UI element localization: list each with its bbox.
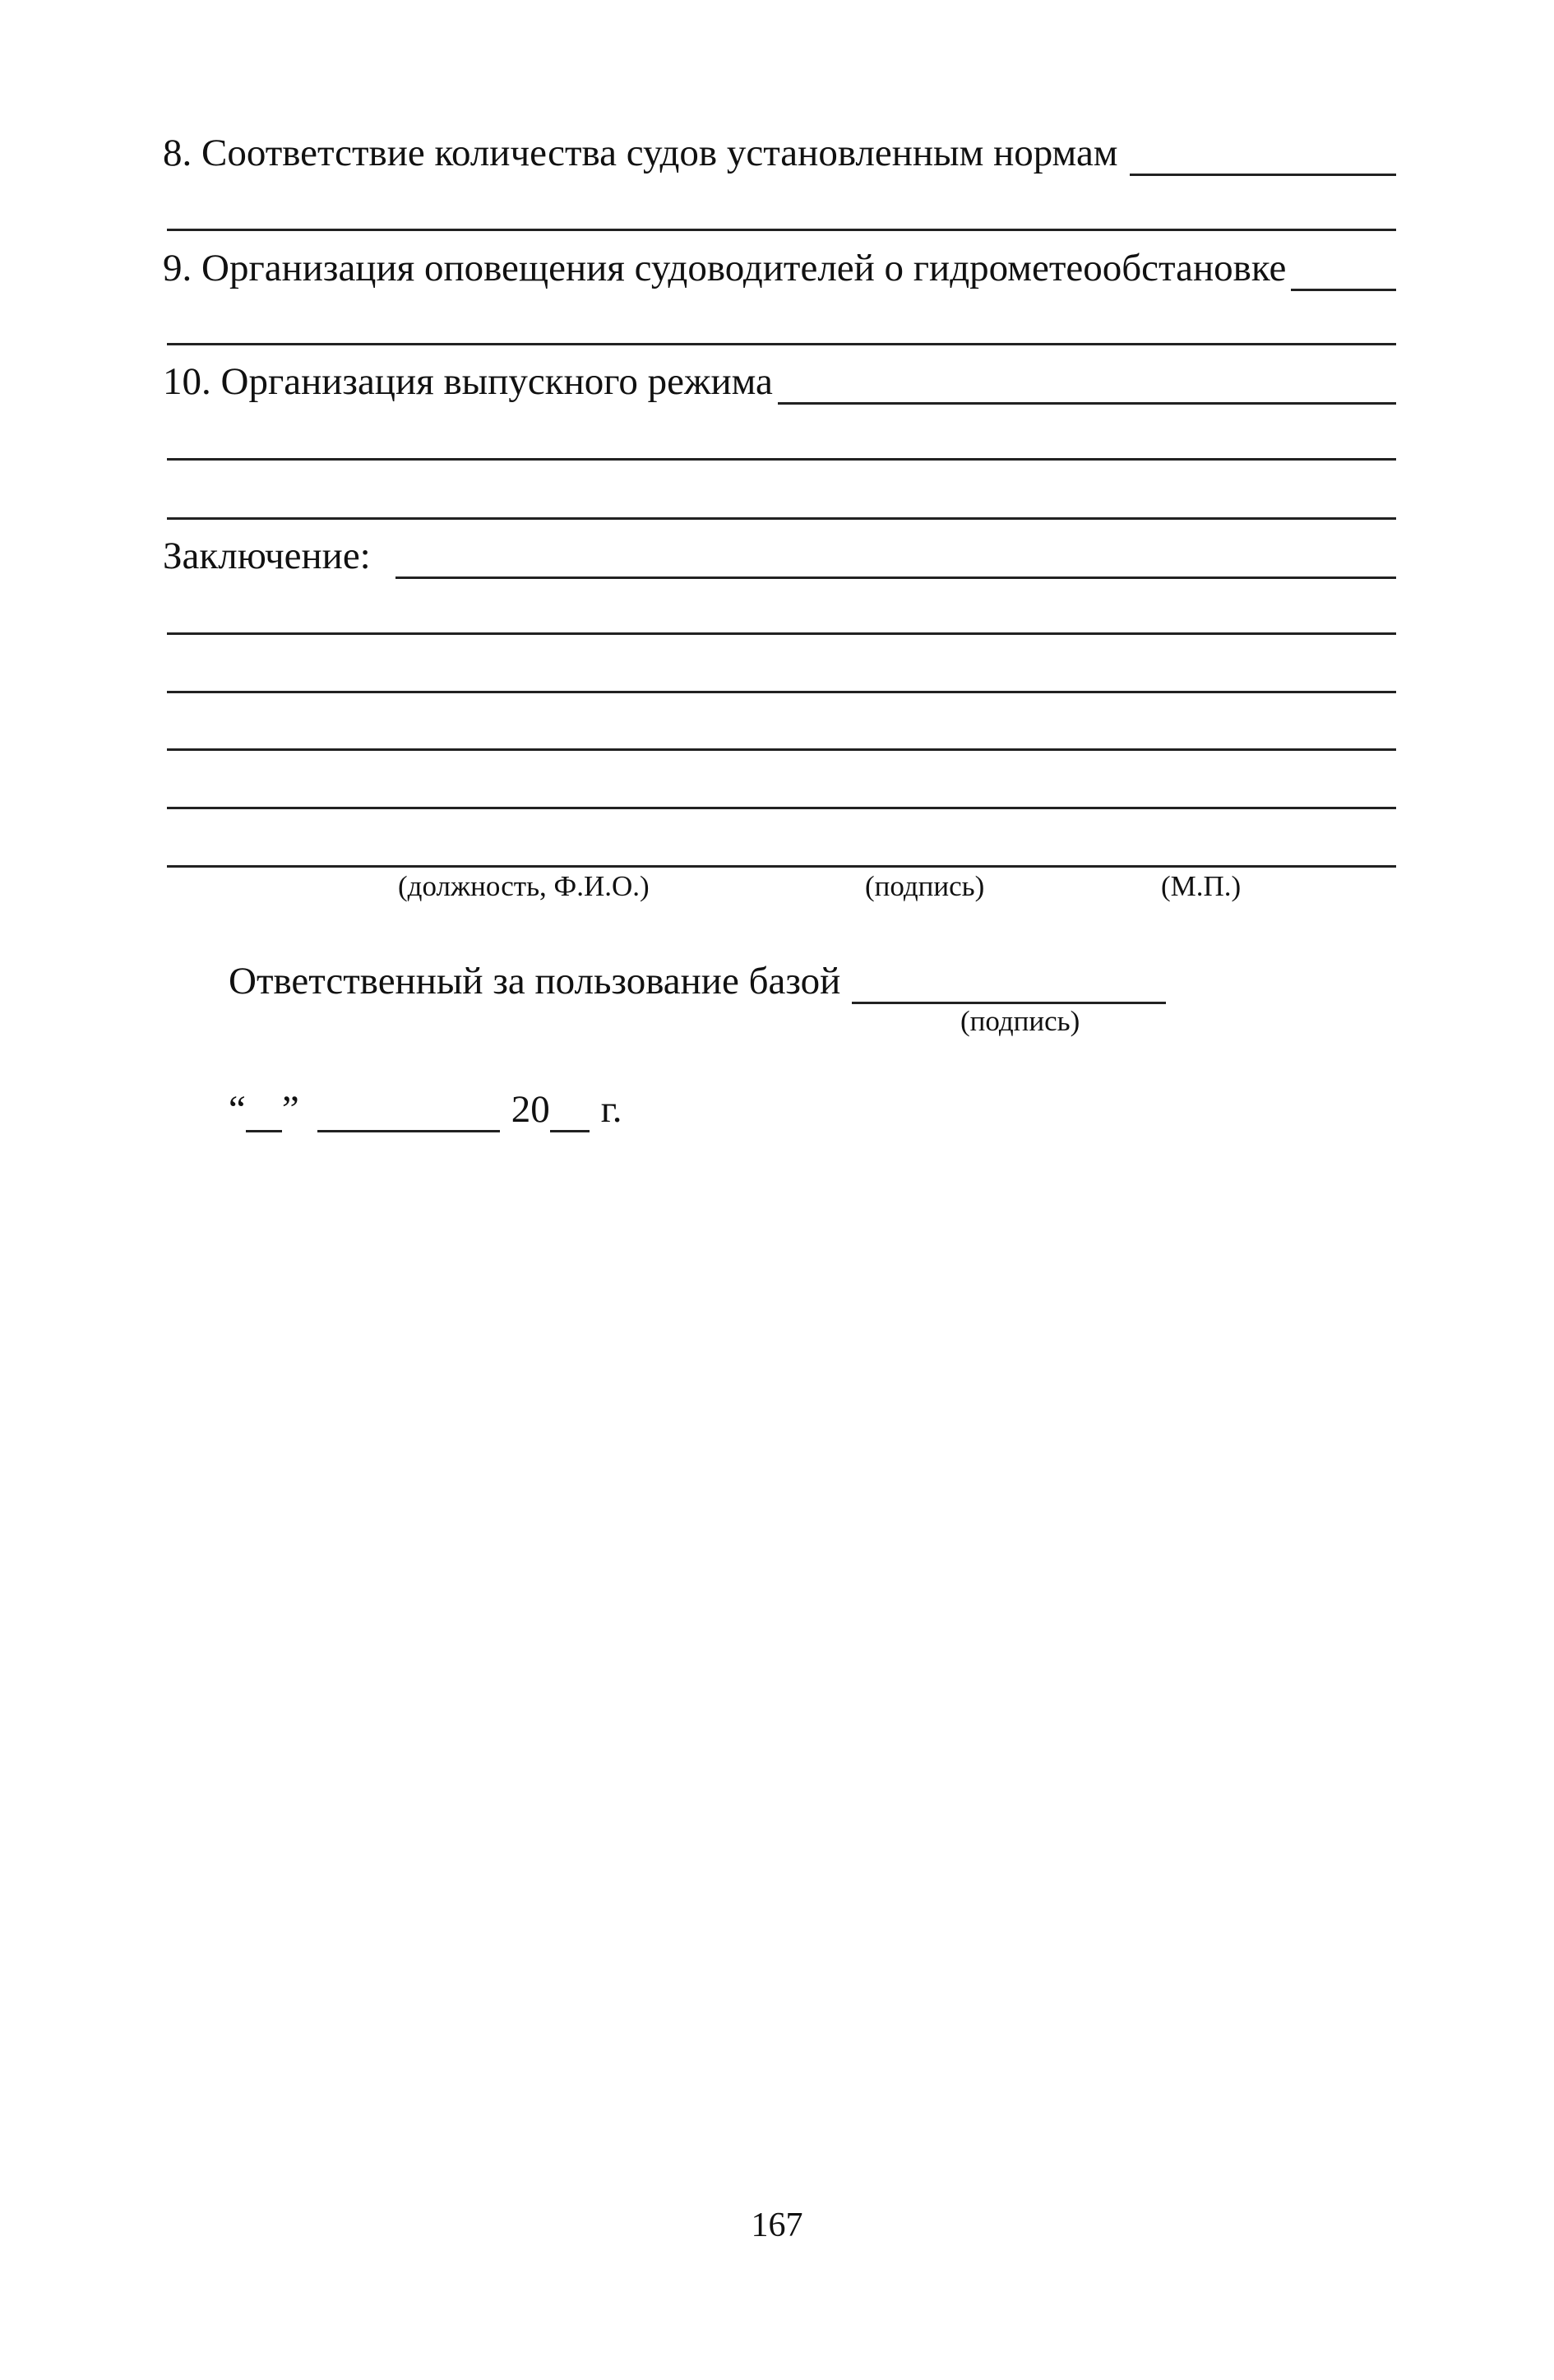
item-10-label: 10. Организация выпускного режима bbox=[163, 360, 773, 403]
responsible-signature-caption: (подпись) bbox=[960, 1005, 1080, 1037]
date-year-blank[interactable] bbox=[550, 1094, 590, 1132]
conclusion-line-2[interactable] bbox=[167, 691, 1396, 693]
date-year-prefix: 20 bbox=[511, 1088, 550, 1131]
seal-caption: (М.П.) bbox=[1161, 870, 1242, 902]
date-month-blank[interactable] bbox=[317, 1094, 500, 1132]
signature-line[interactable] bbox=[167, 865, 1396, 868]
item-9-answer-line[interactable] bbox=[1291, 252, 1396, 291]
item-10-answer-line[interactable] bbox=[778, 366, 1396, 405]
date-open-quote: “ bbox=[229, 1088, 246, 1131]
item-10-continuation-line-1[interactable] bbox=[167, 458, 1396, 461]
conclusion-line-1[interactable] bbox=[167, 632, 1396, 635]
conclusion-line-4[interactable] bbox=[167, 807, 1396, 809]
item-8-label: 8. Соответствие количества судов установленным нормам bbox=[163, 132, 1118, 174]
conclusion-label: Заключение: bbox=[163, 535, 371, 577]
responsible-signature-line[interactable] bbox=[852, 965, 1166, 1004]
position-name-caption: (должность, Ф.И.О.) bbox=[398, 870, 650, 902]
item-10-row bbox=[163, 359, 1396, 405]
date-row bbox=[229, 1086, 622, 1132]
page-number: 167 bbox=[751, 2206, 803, 2244]
item-9-label: 9. Организация оповещения судоводителей о гидрометеообстановке bbox=[163, 247, 1287, 289]
item-10-continuation-line-2[interactable] bbox=[167, 517, 1396, 520]
item-9-continuation-line[interactable] bbox=[167, 343, 1396, 345]
conclusion-answer-line[interactable] bbox=[395, 540, 1396, 579]
item-9-row bbox=[163, 245, 1396, 291]
conclusion-line-3[interactable] bbox=[167, 748, 1396, 751]
item-8-continuation-line[interactable] bbox=[167, 229, 1396, 231]
responsible-label: Ответственный за пользование базой bbox=[229, 960, 841, 1002]
responsible-row bbox=[229, 958, 1166, 1004]
date-year-suffix: г. bbox=[600, 1088, 622, 1131]
conclusion-row bbox=[163, 533, 1396, 579]
date-day-blank[interactable] bbox=[246, 1094, 282, 1132]
signature-caption: (подпись) bbox=[865, 870, 985, 902]
item-8-answer-line[interactable] bbox=[1130, 137, 1396, 176]
date-close-quote: ” bbox=[281, 1088, 299, 1131]
item-8-row bbox=[163, 130, 1396, 176]
